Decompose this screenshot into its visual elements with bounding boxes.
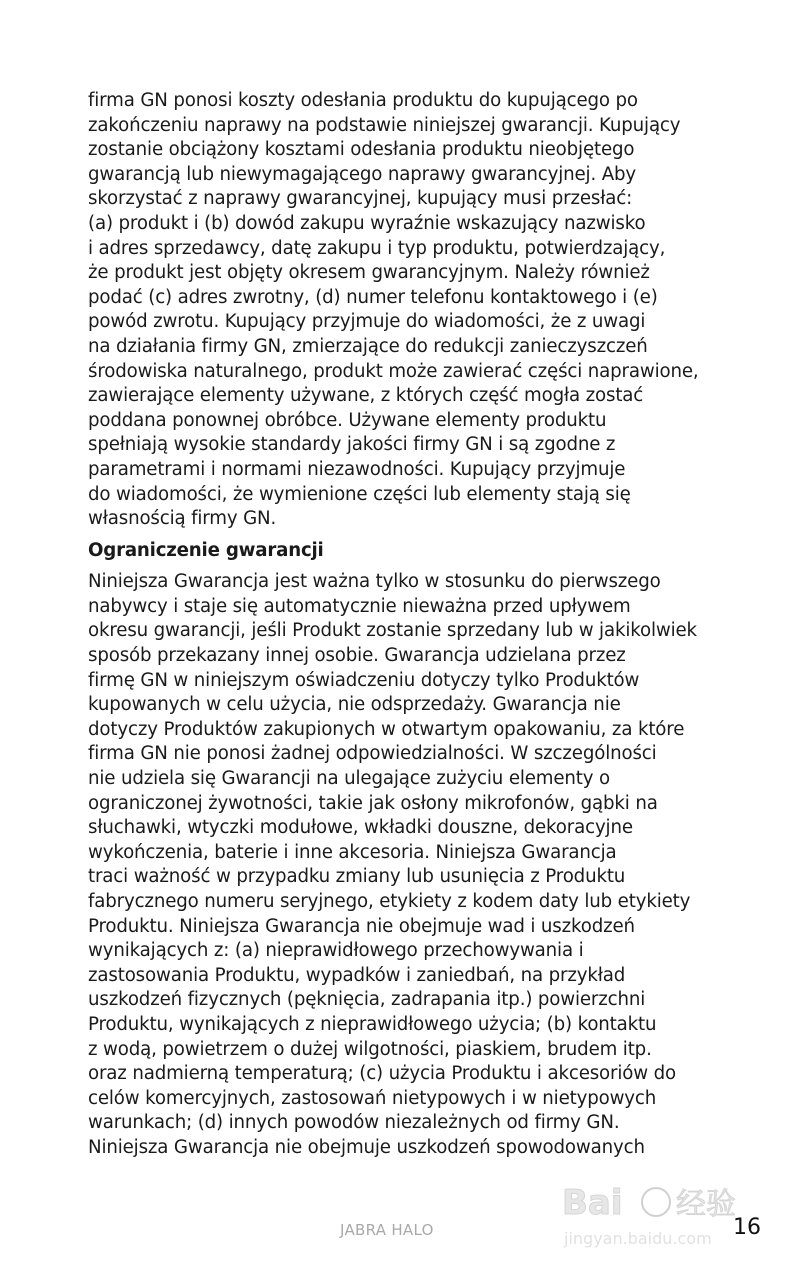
- text-line: że produkt jest objęty okresem gwarancyjnym. Należy również: [88, 262, 650, 284]
- text-line: fabrycznego numeru seryjnego, etykiety z kodem daty lub etykiety: [88, 891, 691, 912]
- text-line: na działania firmy GN, zmierzające do redukcji zanieczyszczeń: [88, 335, 648, 357]
- page-body: [88, 89, 718, 1161]
- text-line: zastosowania Produktu, wypadków i zaniedbań, na przykład: [88, 964, 626, 986]
- text-line: wynikających z: (a) nieprawidłowego przechowywania i: [88, 940, 584, 962]
- section-heading: Ograniczenie gwarancji: [88, 539, 324, 561]
- text-line: wykończenia, baterie i inne akcesoria. Niniejsza Gwarancja: [88, 841, 617, 863]
- svg-text:Bai: Bai: [562, 1183, 623, 1223]
- text-line: parametrami i normami niezawodności. Kupujący przyjmuje: [88, 458, 626, 480]
- text-line: (a) produkt i (b) dowód zakupu wyraźnie wskazujący nazwisko: [88, 212, 646, 234]
- text-line: gwarancją lub niewymagającego naprawy gwarancyjnej. Aby: [88, 163, 637, 185]
- text-line: słuchawki, wtyczki modułowe, wkładki douszne, dekoracyjne: [88, 817, 633, 839]
- text-line: i adres sprzedawcy, datę zakupu i typ produktu, potwierdzający,: [88, 237, 666, 259]
- text-line: Produktu. Niniejsza Gwarancja nie obejmuje wad i uszkodzeń: [88, 915, 635, 937]
- text-line: okresu gwarancji, jeśli Produkt zostanie sprzedany lub w jakikolwiek: [88, 620, 697, 642]
- text-line: własnością firmy GN.: [88, 508, 277, 530]
- text-line: celów komercyjnych, zastosowań nietypowych i w nietypowych: [88, 1087, 657, 1109]
- footer-title: JABRA HALO: [340, 1221, 434, 1239]
- text-line: skorzystać z naprawy gwarancyjnej, kupujący musi przesłać:: [88, 188, 633, 210]
- text-line: Niniejsza Gwarancja nie obejmuje uszkodzeń spowodowanych: [88, 1136, 645, 1158]
- text-line: z wodą, powietrzem o dużej wilgotności, piaskiem, brudem itp.: [88, 1038, 652, 1060]
- text-line: dotyczy Produktów zakupionych w otwartym opakowaniu, za które: [88, 718, 685, 740]
- paragraph-2: [88, 570, 718, 1160]
- text-line: traci ważność w przypadku zmiany lub usunięcia z Produktu: [88, 866, 626, 888]
- text-line: ograniczonej żywotności, takie jak osłony mikrofonów, gąbki na: [88, 792, 658, 814]
- text-line: warunkach; (d) innych powodów niezależnych od firmy GN.: [88, 1112, 620, 1134]
- text-line: podać (c) adres zwrotny, (d) numer telefonu kontaktowego i (e): [88, 286, 658, 308]
- text-line: Niniejsza Gwarancja jest ważna tylko w stosunku do pierwszego: [88, 571, 661, 593]
- text-line: uszkodzeń fizycznych (pęknięcia, zadrapania itp.) powierzchni: [88, 989, 646, 1011]
- text-line: zostanie obciążony kosztami odesłania produktu nieobjętego: [88, 139, 635, 161]
- text-line: nabywcy i staje się automatycznie nieważna przed upływem: [88, 595, 631, 617]
- text-line: powód zwrotu. Kupujący przyjmuje do wiadomości, że z uwagi: [88, 311, 646, 333]
- svg-text:jingyan.baidu.com: jingyan.baidu.com: [564, 1229, 712, 1248]
- text-line: firma GN ponosi koszty odesłania produktu do kupującego po: [88, 90, 638, 111]
- text-line: poddana ponownej obróbce. Używane elementy produktu: [88, 409, 607, 431]
- text-line: zawierające elementy używane, z których część mogła zostać: [88, 385, 644, 407]
- text-line: środowiska naturalnego, produkt może zawierać części naprawione,: [88, 360, 699, 382]
- text-line: spełniają wysokie standardy jakości firmy GN i są zgodne z: [88, 434, 616, 456]
- text-line: do wiadomości, że wymienione części lub elementy stają się: [88, 483, 631, 505]
- paragraph-1: [88, 89, 718, 532]
- text-line: Produktu, wynikających z nieprawidłowego użycia; (b) kontaktu: [88, 1013, 657, 1035]
- text-line: sposób przekazany innej osobie. Gwarancja udzielana przez: [88, 645, 626, 667]
- baidu-watermark-logo: [560, 1172, 760, 1252]
- svg-text:经验: 经验: [676, 1187, 736, 1222]
- text-line: zakończeniu naprawy na podstawie niniejszej gwarancji. Kupujący: [88, 114, 681, 136]
- text-line: kupowanych w celu użycia, nie odsprzedaży. Gwarancja nie: [88, 694, 621, 716]
- text-line: nie udziela się Gwarancji na ulegające zużyciu elementy o: [88, 768, 610, 790]
- text-line: firma GN nie ponosi żadnej odpowiedzialności. W szczególności: [88, 743, 657, 765]
- page-number: 16: [733, 1215, 761, 1240]
- text-line: firmę GN w niniejszym oświadczeniu dotyczy tylko Produktów: [88, 669, 640, 691]
- text-line: oraz nadmierną temperaturą; (c) użycia Produktu i akcesoriów do: [88, 1063, 676, 1085]
